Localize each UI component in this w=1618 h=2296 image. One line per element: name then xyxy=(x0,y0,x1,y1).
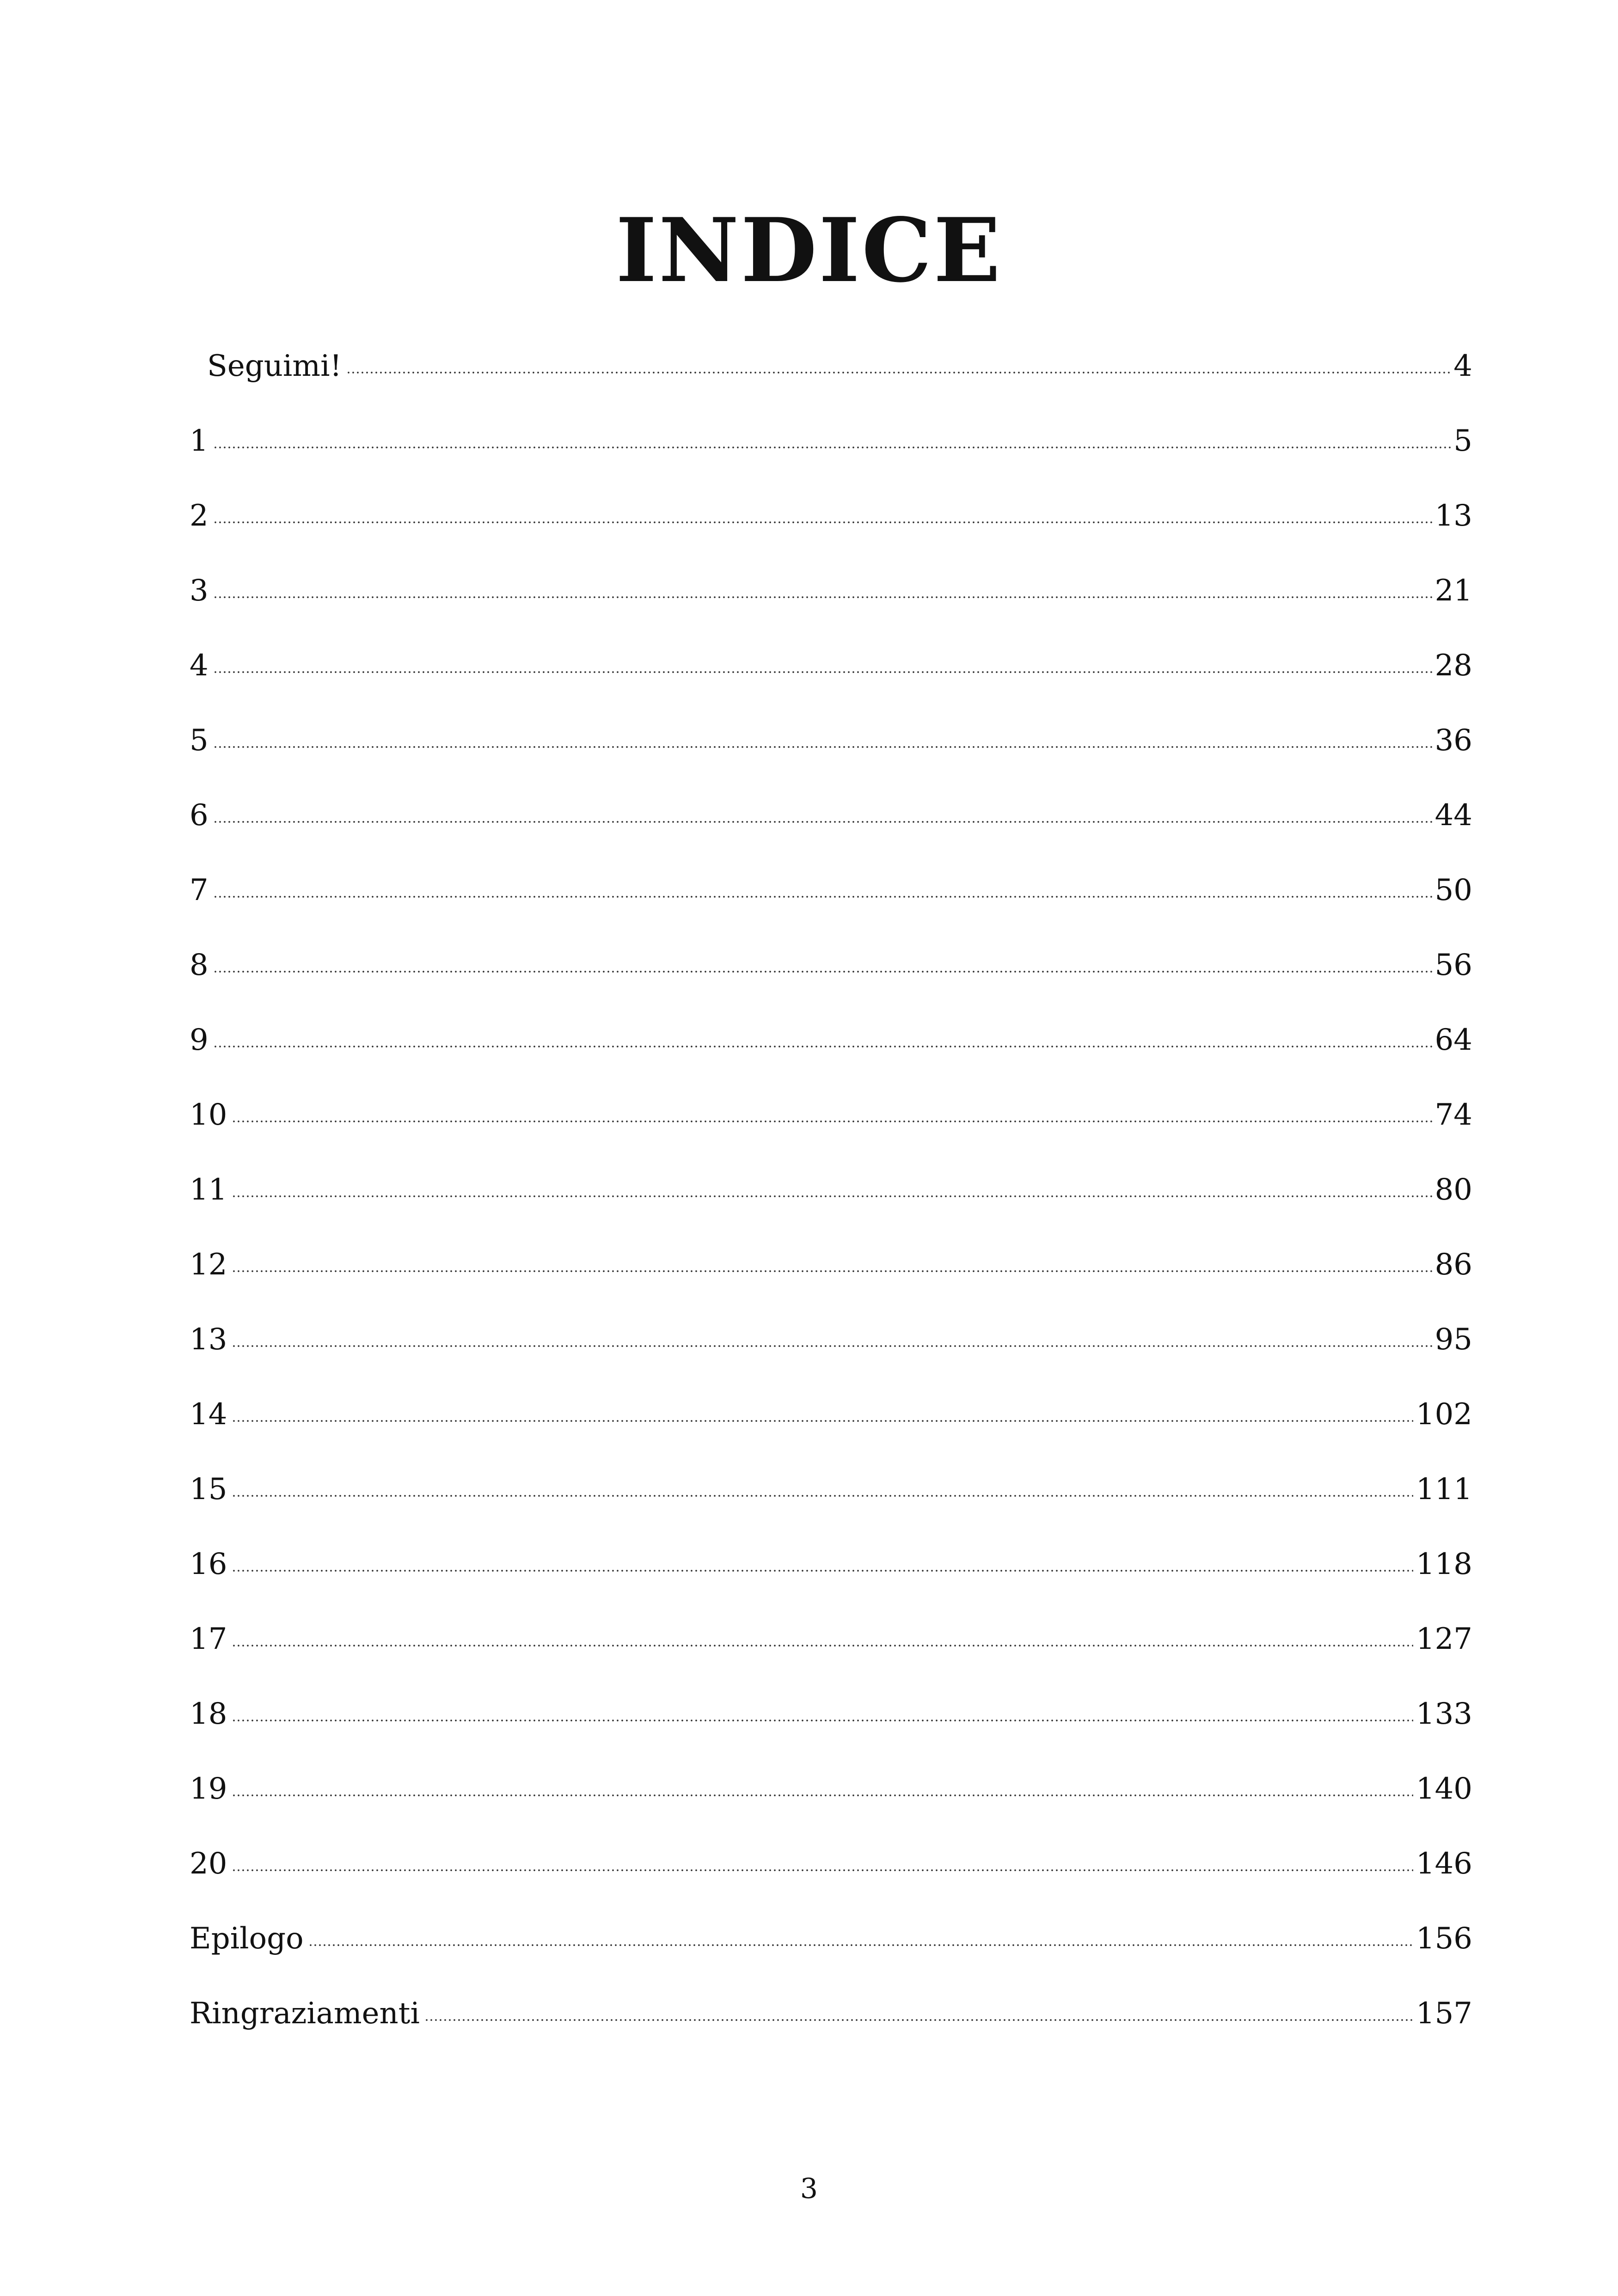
toc-entry-page: 140 xyxy=(1416,1772,1472,1806)
toc-entry-label: Ringraziamenti xyxy=(190,1996,420,2031)
toc-entry-page: 56 xyxy=(1434,948,1472,982)
dot-leader xyxy=(232,1195,1432,1198)
toc-entry-page: 13 xyxy=(1434,499,1472,533)
toc-entry-chapter-7[interactable] xyxy=(190,873,1472,950)
toc-entry-label: 7 xyxy=(190,873,208,907)
dot-leader xyxy=(232,1420,1413,1422)
toc-entry-chapter-14[interactable] xyxy=(190,1397,1472,1475)
dot-leader xyxy=(213,970,1432,973)
dot-leader xyxy=(232,1719,1413,1722)
toc-entry-chapter-10[interactable] xyxy=(190,1100,1472,1175)
dot-leader xyxy=(424,2019,1413,2021)
toc-entry-label: 15 xyxy=(190,1472,227,1506)
dot-leader xyxy=(308,1944,1413,1947)
toc-entry-page: 64 xyxy=(1434,1023,1472,1057)
toc-entry-page: 118 xyxy=(1416,1547,1472,1581)
toc-entry-chapter-20[interactable] xyxy=(190,1849,1472,1924)
dot-leader xyxy=(213,446,1451,449)
dot-leader xyxy=(232,1494,1413,1497)
toc-entry-chapter-3[interactable] xyxy=(190,576,1472,651)
dot-leader xyxy=(213,521,1432,524)
dot-leader xyxy=(232,1270,1432,1273)
toc-entry-label: 19 xyxy=(190,1772,227,1806)
dot-leader xyxy=(232,1869,1413,1872)
toc-entry-page: 44 xyxy=(1434,798,1472,833)
toc-entry-page: 74 xyxy=(1434,1098,1472,1132)
toc-entry-chapter-12[interactable] xyxy=(190,1250,1472,1325)
toc-entry-chapter-18[interactable] xyxy=(190,1699,1472,1774)
toc-entry-page: 133 xyxy=(1416,1697,1472,1731)
toc-entry-chapter-6[interactable] xyxy=(190,798,1472,876)
dot-leader xyxy=(213,746,1432,748)
toc-entry-chapter-19[interactable] xyxy=(190,1774,1472,1849)
toc-entry-chapter-15[interactable] xyxy=(190,1472,1472,1549)
toc-entry-ringraziamenti[interactable] xyxy=(190,1996,1472,2074)
toc-entry-label: 17 xyxy=(190,1622,227,1656)
toc-entry-chapter-1[interactable] xyxy=(190,426,1472,501)
toc-entry-label: 6 xyxy=(190,798,208,833)
toc-entry-page: 28 xyxy=(1434,649,1472,683)
dot-leader xyxy=(213,895,1432,898)
dot-leader xyxy=(213,596,1432,599)
toc-entry-label: 11 xyxy=(190,1173,227,1207)
dot-leader xyxy=(232,1569,1413,1572)
toc-entry-chapter-4[interactable] xyxy=(190,651,1472,726)
toc-entry-label: 16 xyxy=(190,1547,227,1581)
toc-entry-page: 50 xyxy=(1434,873,1472,907)
toc-entry-label: Seguimi! xyxy=(207,349,342,383)
toc-entry-chapter-9[interactable] xyxy=(190,1025,1472,1100)
toc-entry-label: 20 xyxy=(190,1847,227,1881)
toc-entry-page: 146 xyxy=(1416,1847,1472,1881)
toc-entry-label: 1 xyxy=(190,424,208,458)
toc-entry-label: 14 xyxy=(190,1397,227,1432)
dot-leader xyxy=(213,820,1432,823)
toc-entry-page: 4 xyxy=(1453,349,1472,383)
table-of-contents xyxy=(190,351,1472,2074)
dot-leader xyxy=(232,1345,1432,1347)
toc-entry-label: Epilogo xyxy=(190,1922,304,1956)
toc-entry-seguimi[interactable] xyxy=(190,351,1472,426)
dot-leader xyxy=(232,1120,1432,1123)
dot-leader xyxy=(232,1644,1413,1647)
toc-entry-page: 157 xyxy=(1416,1996,1472,2031)
page-title: INDICE xyxy=(615,199,1003,302)
toc-entry-label: 12 xyxy=(190,1248,227,1282)
toc-entry-page: 80 xyxy=(1434,1173,1472,1207)
toc-entry-label: 3 xyxy=(190,574,208,608)
toc-entry-epilogo[interactable] xyxy=(190,1924,1472,1999)
toc-entry-label: 13 xyxy=(190,1322,227,1357)
toc-entry-page: 21 xyxy=(1434,574,1472,608)
dot-leader xyxy=(346,371,1451,374)
toc-entry-label: 5 xyxy=(190,723,208,758)
toc-entry-page: 127 xyxy=(1416,1622,1472,1656)
toc-entry-label: 10 xyxy=(190,1098,227,1132)
dot-leader xyxy=(213,671,1432,673)
toc-entry-chapter-2[interactable] xyxy=(190,501,1472,576)
toc-entry-label: 4 xyxy=(190,649,208,683)
toc-entry-chapter-5[interactable] xyxy=(190,723,1472,801)
toc-entry-chapter-11[interactable] xyxy=(190,1175,1472,1250)
toc-entry-page: 95 xyxy=(1434,1322,1472,1357)
toc-entry-page: 36 xyxy=(1434,723,1472,758)
dot-leader xyxy=(213,1045,1432,1048)
dot-leader xyxy=(232,1794,1413,1797)
toc-entry-chapter-16[interactable] xyxy=(190,1549,1472,1624)
toc-entry-page: 86 xyxy=(1434,1248,1472,1282)
toc-entry-chapter-13[interactable] xyxy=(190,1322,1472,1400)
page-number: 3 xyxy=(800,2173,818,2205)
toc-entry-page: 5 xyxy=(1453,424,1472,458)
toc-entry-label: 9 xyxy=(190,1023,208,1057)
toc-entry-label: 2 xyxy=(190,499,208,533)
toc-entry-label: 18 xyxy=(190,1697,227,1731)
toc-entry-chapter-17[interactable] xyxy=(190,1624,1472,1699)
toc-entry-chapter-8[interactable] xyxy=(190,950,1472,1025)
toc-entry-page: 156 xyxy=(1416,1922,1472,1956)
toc-entry-label: 8 xyxy=(190,948,208,982)
toc-entry-page: 111 xyxy=(1416,1472,1472,1506)
toc-entry-page: 102 xyxy=(1416,1397,1472,1432)
